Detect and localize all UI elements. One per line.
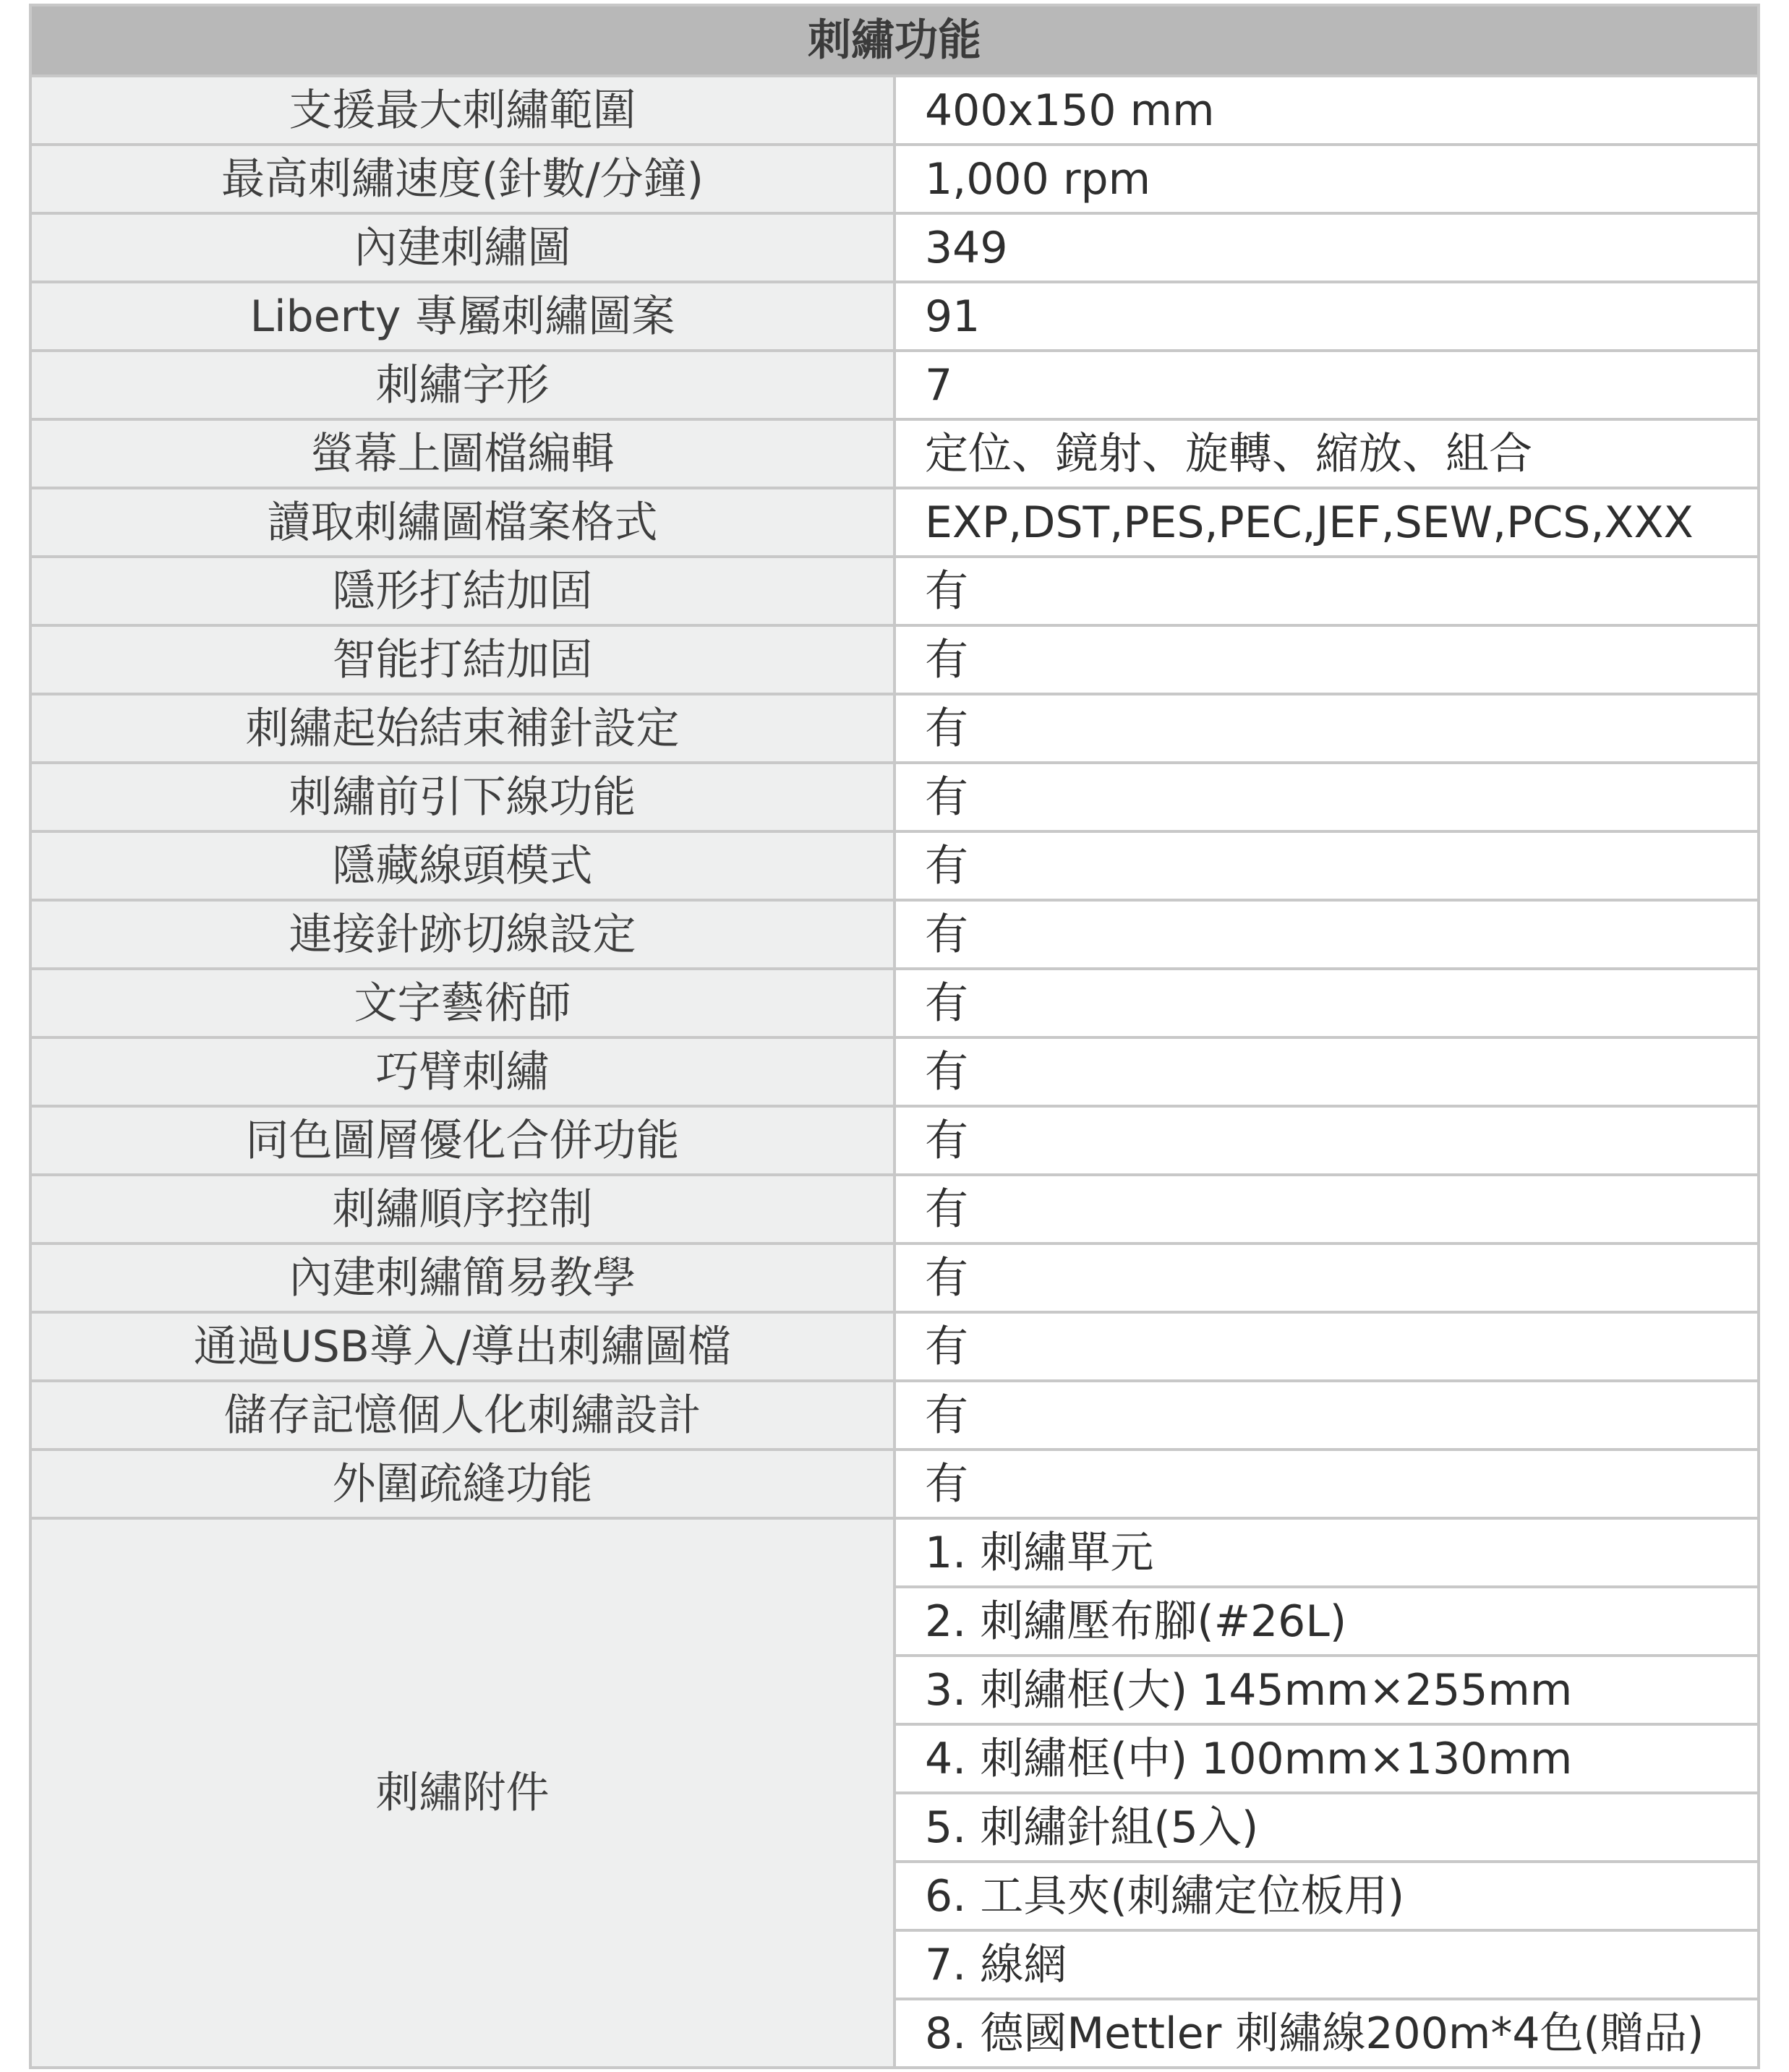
spec-value: 有 xyxy=(894,969,1759,1037)
table-row xyxy=(30,1243,1759,1312)
table-row xyxy=(30,76,1759,145)
spec-value: EXP,DST,PES,PEC,JEF,SEW,PCS,XXX xyxy=(894,488,1759,557)
spec-value: 有 xyxy=(894,763,1759,831)
table-row xyxy=(30,1450,1759,1518)
table-row xyxy=(30,969,1759,1037)
spec-value: 91 xyxy=(894,282,1759,351)
spec-label: 巧臂刺繡 xyxy=(30,1037,894,1106)
accessory-item: 1. 刺繡單元 xyxy=(894,1518,1759,1587)
embroidery-spec-table xyxy=(29,4,1760,2069)
spec-label: 儲存記憶個人化刺繡設計 xyxy=(30,1381,894,1450)
accessory-item: 6. 工具夾(刺繡定位板用) xyxy=(894,1862,1759,1930)
spec-value: 定位、鏡射、旋轉、縮放、組合 xyxy=(894,419,1759,488)
spec-value: 有 xyxy=(894,625,1759,694)
table-row xyxy=(30,900,1759,969)
spec-value: 有 xyxy=(894,1037,1759,1106)
spec-label: 外圍疏縫功能 xyxy=(30,1450,894,1518)
spec-label: 連接針跡切線設定 xyxy=(30,900,894,969)
spec-label: 刺繡順序控制 xyxy=(30,1175,894,1243)
spec-label: 同色圖層優化合併功能 xyxy=(30,1106,894,1175)
accessory-item: 2. 刺繡壓布腳(#26L) xyxy=(894,1587,1759,1656)
table-row xyxy=(30,488,1759,557)
spec-label: 隱藏線頭模式 xyxy=(30,831,894,900)
accessory-item: 3. 刺繡框(大) 145mm×255mm xyxy=(894,1656,1759,1724)
spec-table-body xyxy=(30,76,1759,2068)
spec-value: 有 xyxy=(894,900,1759,969)
table-row xyxy=(30,1312,1759,1381)
spec-value: 1,000 rpm xyxy=(894,145,1759,213)
spec-value: 有 xyxy=(894,1312,1759,1381)
table-row xyxy=(30,1106,1759,1175)
accessories-label: 刺繡附件 xyxy=(30,1518,894,2068)
table-row xyxy=(30,763,1759,831)
table-row xyxy=(30,694,1759,763)
table-row xyxy=(30,831,1759,900)
spec-label: 支援最大刺繡範圍 xyxy=(30,76,894,145)
spec-value: 有 xyxy=(894,831,1759,900)
spec-value: 有 xyxy=(894,1106,1759,1175)
spec-label: 隱形打結加固 xyxy=(30,557,894,625)
table-row xyxy=(30,557,1759,625)
spec-label: 刺繡字形 xyxy=(30,351,894,419)
spec-label: 刺繡起始結束補針設定 xyxy=(30,694,894,763)
table-row xyxy=(30,1037,1759,1106)
table-row xyxy=(30,1381,1759,1450)
accessory-item: 4. 刺繡框(中) 100mm×130mm xyxy=(894,1724,1759,1793)
spec-label: Liberty 專屬刺繡圖案 xyxy=(30,282,894,351)
spec-value: 有 xyxy=(894,1175,1759,1243)
spec-label: 內建刺繡簡易教學 xyxy=(30,1243,894,1312)
table-title: 刺繡功能 xyxy=(30,5,1759,76)
spec-label: 螢幕上圖檔編輯 xyxy=(30,419,894,488)
table-row xyxy=(30,1175,1759,1243)
spec-value: 有 xyxy=(894,1243,1759,1312)
spec-value: 有 xyxy=(894,557,1759,625)
table-row xyxy=(30,419,1759,488)
accessory-item: 5. 刺繡針組(5入) xyxy=(894,1793,1759,1862)
table-row xyxy=(30,351,1759,419)
accessory-row xyxy=(30,1518,1759,1587)
spec-label: 讀取刺繡圖檔案格式 xyxy=(30,488,894,557)
table-row xyxy=(30,145,1759,213)
spec-label: 文字藝術師 xyxy=(30,969,894,1037)
table-row xyxy=(30,625,1759,694)
spec-value: 349 xyxy=(894,213,1759,282)
spec-label: 刺繡前引下線功能 xyxy=(30,763,894,831)
spec-label: 智能打結加固 xyxy=(30,625,894,694)
accessory-item: 7. 線網 xyxy=(894,1930,1759,1999)
spec-label: 內建刺繡圖 xyxy=(30,213,894,282)
spec-label: 最高刺繡速度(針數/分鐘) xyxy=(30,145,894,213)
spec-value: 7 xyxy=(894,351,1759,419)
spec-value: 有 xyxy=(894,694,1759,763)
spec-label: 通過USB導入/導出刺繡圖檔 xyxy=(30,1312,894,1381)
spec-value: 400x150 mm xyxy=(894,76,1759,145)
table-row xyxy=(30,282,1759,351)
accessory-item: 8. 德國Mettler 刺繡線200m*4色(贈品) xyxy=(894,1999,1759,2068)
table-row xyxy=(30,213,1759,282)
spec-value: 有 xyxy=(894,1381,1759,1450)
spec-value: 有 xyxy=(894,1450,1759,1518)
